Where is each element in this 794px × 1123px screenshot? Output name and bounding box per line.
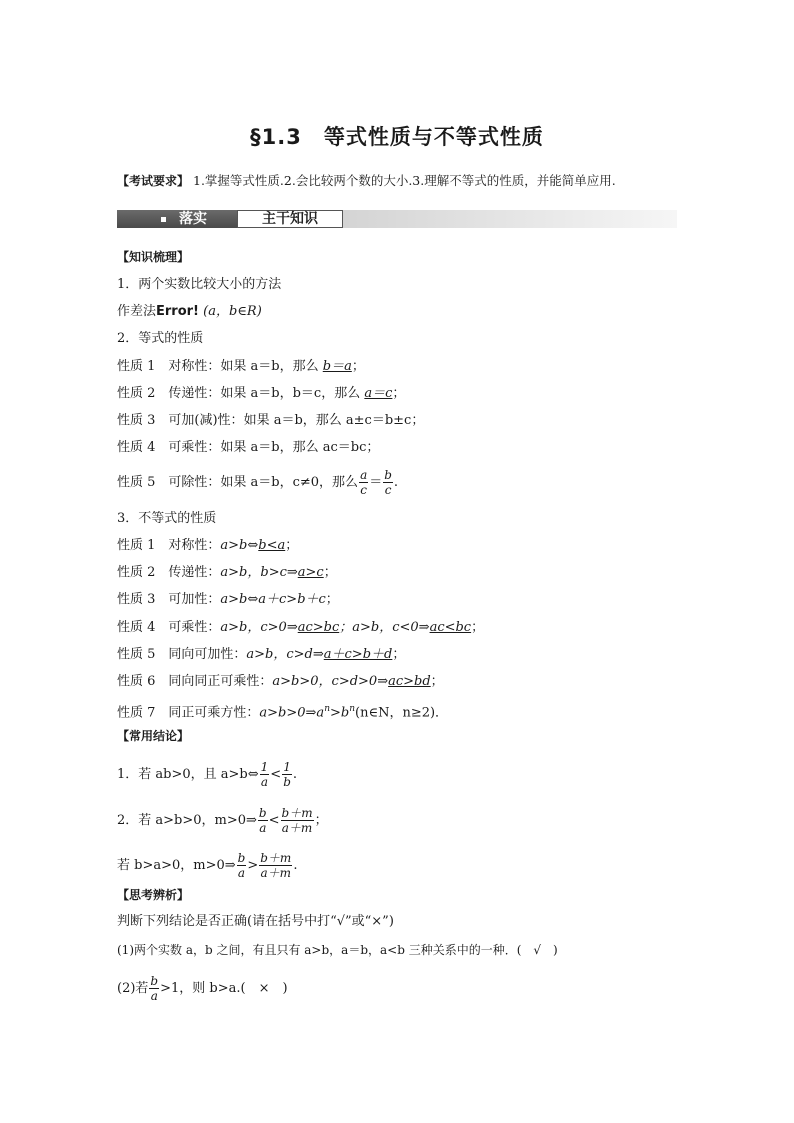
fraction-denominator: c bbox=[360, 483, 367, 497]
property-name: 性质 6 同向同正可乘性： bbox=[117, 674, 273, 689]
equality-property bbox=[117, 439, 379, 457]
property-end: ； bbox=[392, 647, 406, 662]
inequality-property bbox=[117, 673, 444, 691]
fraction bbox=[281, 806, 314, 835]
equality-property bbox=[117, 358, 365, 376]
fraction bbox=[237, 851, 247, 880]
section-1-title: 1．两个实数比较大小的方法 bbox=[117, 277, 282, 292]
property-end: ； bbox=[430, 674, 444, 689]
method-prefix: 作差法 bbox=[117, 304, 157, 319]
equals-sign: ＝ bbox=[369, 475, 383, 490]
property-text: 如果 a＝b，c≠0，那么 bbox=[220, 475, 359, 490]
property-answer: ac<bc bbox=[429, 620, 472, 635]
requirements-label: 【考试要求】 bbox=[117, 174, 190, 188]
property-text: 如果 a＝b，b＝c，那么 bbox=[220, 386, 365, 401]
property-name: 性质 5 可除性： bbox=[117, 475, 221, 490]
square-bullet-icon bbox=[161, 217, 166, 222]
fraction-numerator: b bbox=[384, 468, 392, 482]
property-name: 性质 3 可加性： bbox=[117, 592, 221, 607]
fraction bbox=[282, 760, 292, 789]
property-end: ； bbox=[351, 359, 365, 374]
property-name: 性质 4 可乘性： bbox=[117, 620, 221, 635]
banner-light-label: 主干知识 bbox=[237, 210, 343, 228]
property-end: . bbox=[393, 475, 399, 490]
fraction-denominator: b bbox=[283, 775, 291, 789]
property-name: 性质 5 同向可加性： bbox=[117, 647, 247, 662]
conclusion-3 bbox=[117, 851, 297, 880]
section-banner bbox=[117, 209, 677, 229]
comparison-method bbox=[117, 303, 262, 321]
property-end: (n∈N，n≥2)． bbox=[355, 705, 449, 721]
question-1: (1)两个实数 a，b 之间，有且只有 a>b，a＝b，a<b 三种关系中的一种．( √ ) bbox=[117, 943, 558, 957]
property-end: ； bbox=[471, 620, 485, 635]
property-text: a>b>0，c>d>0⇒ bbox=[272, 674, 389, 689]
banner-dark-tab bbox=[117, 210, 237, 228]
property-end: ； bbox=[411, 413, 425, 428]
inequality-property bbox=[117, 591, 339, 609]
fraction bbox=[359, 468, 368, 497]
fraction-denominator: a bbox=[237, 866, 246, 880]
fraction-numerator: b bbox=[237, 851, 246, 865]
property-name: 性质 1 对称性： bbox=[117, 538, 221, 553]
property-text: >b bbox=[329, 705, 350, 721]
property-text: a>b>0⇒a bbox=[259, 705, 325, 721]
question-2 bbox=[117, 974, 288, 1003]
page-title: §1.3 等式性质与不等式性质 bbox=[250, 125, 544, 149]
fraction-denominator: c bbox=[384, 483, 392, 497]
conclusion-end: . bbox=[292, 767, 298, 782]
property-answer: a>c bbox=[297, 565, 324, 580]
equality-property bbox=[117, 385, 405, 403]
fraction-numerator: a bbox=[360, 468, 368, 482]
operator: < bbox=[270, 767, 282, 782]
banner-dark-label: 落实 bbox=[179, 211, 207, 227]
inequality-property bbox=[117, 646, 405, 664]
conclusion-2 bbox=[117, 806, 328, 835]
property-answer: b＝a bbox=[322, 359, 352, 374]
property-name: 性质 7 同正可乘方性： bbox=[117, 705, 260, 721]
property-text: a>b，c>d⇒ bbox=[246, 647, 324, 662]
fraction-numerator: b bbox=[258, 806, 267, 820]
property-answer: a＋c>b＋d bbox=[323, 647, 393, 662]
property-end: ； bbox=[325, 592, 339, 607]
fraction bbox=[260, 760, 270, 789]
property-text: 如果 a＝b，那么 a±c＝b±c bbox=[243, 413, 412, 428]
fraction-numerator: b＋m bbox=[260, 851, 292, 865]
inequality-property bbox=[117, 537, 298, 555]
inequality-property-7 bbox=[117, 700, 448, 722]
banner-gradient-bar bbox=[343, 210, 677, 228]
property-end: ； bbox=[366, 440, 380, 455]
section-3-title: 3．不等式的性质 bbox=[117, 511, 217, 526]
property-text: a>b⇔a＋c>b＋c bbox=[220, 592, 326, 607]
fraction-numerator: 1 bbox=[283, 760, 291, 774]
exam-requirements bbox=[117, 172, 616, 190]
fraction-denominator: a bbox=[259, 821, 267, 835]
property-text: 如果 a＝b，那么 ac＝bc bbox=[220, 440, 367, 455]
conclusion-end: ； bbox=[314, 813, 328, 828]
conclusion-text: 2．若 a>b>0，m>0⇒ bbox=[117, 813, 257, 828]
property-name: 性质 2 传递性： bbox=[117, 565, 221, 580]
property-name: 性质 1 对称性： bbox=[117, 359, 221, 374]
knowledge-label: 【知识梳理】 bbox=[117, 250, 190, 264]
property-text: a>b⇔ bbox=[220, 538, 259, 553]
exponent: n bbox=[349, 704, 355, 714]
inequality-property bbox=[117, 564, 337, 582]
property-name: 性质 4 可乘性： bbox=[117, 440, 221, 455]
requirements-text: 1.掌握等式性质.2.会比较两个数的大小.3.理解不等式的性质，并能简单应用. bbox=[193, 173, 616, 188]
property-text: 如果 a＝b，那么 bbox=[220, 359, 323, 374]
thinking-label: 【思考辨析】 bbox=[117, 888, 190, 902]
property-text: a>b，b>c⇒ bbox=[220, 565, 298, 580]
fraction bbox=[259, 851, 292, 880]
exponent: n bbox=[324, 704, 330, 714]
property-name: 性质 2 传递性： bbox=[117, 386, 221, 401]
inequality-property bbox=[117, 619, 484, 637]
conclusion-text: 1．若 ab>0，且 a>b⇔ bbox=[117, 767, 259, 782]
equality-property-5 bbox=[117, 468, 398, 497]
property-text: ；a>b，c<0⇒ bbox=[339, 620, 430, 635]
property-end: ； bbox=[285, 538, 299, 553]
property-text: a>b，c>0⇒ bbox=[220, 620, 298, 635]
conclusion-1 bbox=[117, 760, 297, 789]
conclusions-label: 【常用结论】 bbox=[117, 729, 190, 743]
fraction bbox=[258, 806, 268, 835]
fraction-numerator: b＋m bbox=[281, 806, 313, 820]
fraction-denominator: a bbox=[260, 775, 269, 789]
thinking-intro: 判断下列结论是否正确(请在括号中打“√”或“×”) bbox=[117, 914, 394, 929]
method-suffix: (a，b∈R) bbox=[199, 304, 262, 319]
fraction bbox=[383, 468, 393, 497]
operator: > bbox=[247, 858, 259, 873]
fraction-denominator: a＋m bbox=[260, 866, 292, 880]
fraction-denominator: a＋m bbox=[281, 821, 313, 835]
property-name: 性质 3 可加(减)性： bbox=[117, 413, 244, 428]
property-answer: a＝c bbox=[364, 386, 393, 401]
property-answer: ac>bc bbox=[297, 620, 340, 635]
section-2-title: 2．等式的性质 bbox=[117, 331, 204, 346]
property-answer: ac>bd bbox=[388, 674, 431, 689]
fraction-numerator: 1 bbox=[260, 760, 269, 774]
property-end: ； bbox=[392, 386, 406, 401]
error-text: Error! bbox=[156, 304, 199, 319]
question-text: >1，则 b>a.( × ) bbox=[160, 981, 288, 996]
operator: < bbox=[268, 813, 280, 828]
fraction-denominator: a bbox=[150, 989, 158, 1003]
conclusion-end: . bbox=[293, 858, 298, 873]
fraction-numerator: b bbox=[150, 974, 159, 988]
question-text: (2)若 bbox=[117, 981, 149, 996]
conclusion-text: 若 b>a>0，m>0⇒ bbox=[117, 858, 236, 873]
property-answer: b<a bbox=[258, 538, 286, 553]
fraction bbox=[149, 974, 159, 1003]
property-end: ； bbox=[323, 565, 337, 580]
equality-property bbox=[117, 412, 424, 430]
